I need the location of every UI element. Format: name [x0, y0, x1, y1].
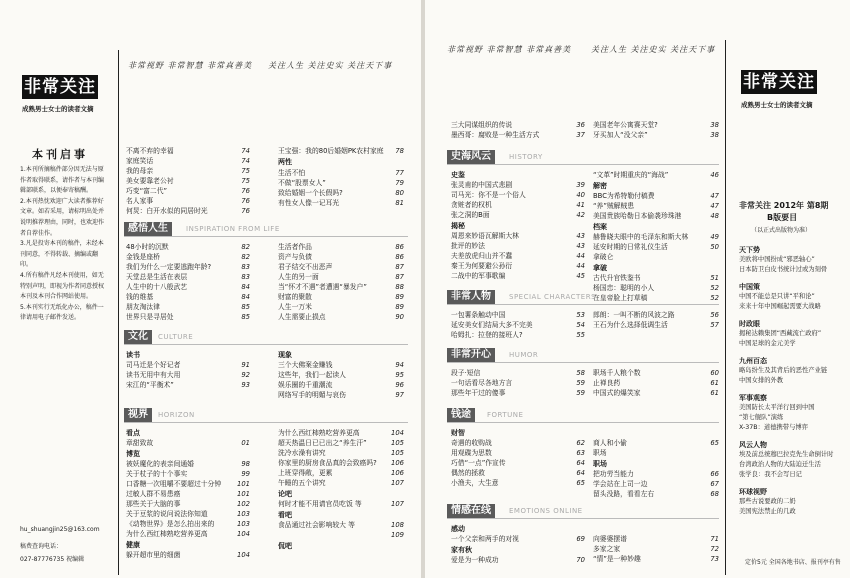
toc-row[interactable]: 口香糖一次咀嚼不要超过十分钟 101: [126, 480, 250, 488]
toc-row[interactable]: 为什么西红柿熟吃营养更高 104: [278, 429, 404, 437]
toc-row[interactable]: 一包薯条触动中国 53: [451, 311, 585, 319]
highlight-line[interactable]: 那些古说要政的二奶: [739, 498, 796, 505]
section-banner: [124, 408, 408, 423]
toc-row[interactable]: 三大同谋组织的传说 36: [451, 121, 585, 129]
section-title: 感悟人生: [124, 222, 172, 236]
toc-row[interactable]: 宋江的“平衡术” 93: [126, 381, 250, 389]
toc-row[interactable]: 巧借“一点”作宣传 64: [451, 459, 585, 467]
toc-label: 史鉴: [451, 171, 465, 179]
toc-row[interactable]: 过敏人群不易患癌 101: [126, 490, 250, 498]
toc-label: 健康: [126, 541, 140, 549]
toc-row[interactable]: 家庭笑话 74: [126, 157, 250, 165]
toc-row[interactable]: 109: [391, 531, 404, 539]
right-tagline-1: 非常视野 非常智慧 非常真善美: [447, 45, 572, 54]
toc-row[interactable]: 美女要靠老公衬 75: [126, 177, 250, 185]
section-title: 文化: [124, 330, 152, 344]
highlight-line[interactable]: 台湾政治人物的大陆迫迁生活: [739, 461, 821, 468]
toc-row[interactable]: BBC为希特勒付稿费 47: [593, 192, 719, 200]
section-title: 钱途: [447, 408, 475, 422]
toc-row[interactable]: 人生需要止损点 90: [278, 313, 404, 321]
toc-row[interactable]: 被妖魔化的表亲间通婚 98: [126, 460, 250, 468]
highlight-title: 九州百态: [739, 357, 767, 365]
toc-row[interactable]: “文革”时期重庆的“海战” 46: [593, 171, 719, 179]
toc-row[interactable]: 多家之家 72: [593, 545, 719, 553]
highlight-line[interactable]: X-37B：道德携带与博弈: [739, 424, 808, 431]
toc-row[interactable]: 王宝强：我的80后婚姻PK农村家庭 78: [278, 147, 404, 155]
toc-label: 拿破: [593, 264, 607, 272]
section-title: 非常开心: [447, 348, 495, 362]
toc-label: 读书: [126, 351, 140, 359]
section-en-title: EMOTIONS ONLINE: [509, 507, 583, 515]
highlight-line[interactable]: 美国防长太平洋行回到中国: [739, 404, 815, 411]
toc-row[interactable]: 夫差放虎归山并不蠢 44: [451, 252, 585, 260]
toc-row[interactable]: 巧变“富二代” 76: [126, 187, 250, 195]
contact-email-label: hu_shuangjin25@163.com: [20, 526, 100, 533]
toc-label: 看点: [126, 429, 140, 437]
toc-row[interactable]: 躲开超市里的细菌 104: [126, 551, 250, 559]
notice-para: 2.本刊热忱欢迎广大读者推荐好文章。如若采用，请标明出处并说明推荐理由，同时，也欢迎作者自荐佳作。: [20, 197, 105, 237]
toc-row[interactable]: 美国贵族哈勒日本偷袭珍珠港 48: [593, 212, 719, 220]
highlight-line[interactable]: 埃及前总统穆巴拉克先生命倒计时: [739, 451, 834, 458]
masthead-subtitle: 成熟男士女士的读者文摘: [741, 101, 813, 109]
section-en-title: INSPIRATION FROM LIFE: [186, 225, 280, 233]
toc-row[interactable]: 为什么西红柿熟吃营养更高 104: [126, 530, 250, 538]
notice-body: [20, 165, 108, 324]
toc-row[interactable]: 洗冷水澡有讲究 105: [278, 449, 404, 457]
issue-sub: B版要目: [767, 213, 798, 222]
section-title: 非常人物: [447, 290, 495, 304]
toc-label: 感动: [451, 525, 465, 533]
highlight-line[interactable]: 来来十年中国崛起需要大战略: [739, 303, 821, 310]
contact-phone: 027-87776735 祝编辑: [20, 556, 85, 563]
contact-phone-label: 稿费查询电话：: [20, 543, 63, 550]
toc-row[interactable]: 二战中的军事歌编 45: [451, 272, 585, 280]
toc-row[interactable]: 延安美女们结局大多不完美 54: [451, 321, 585, 329]
toc-row[interactable]: 48小时的沉默 82: [126, 243, 250, 251]
highlight-line[interactable]: 日本防卫白皮书统计过或为刻骨: [739, 266, 828, 273]
right-tagline-2: 关注人生 关注史实 关注天下事: [591, 45, 716, 54]
toc-row[interactable]: 名人家事 76: [126, 197, 250, 205]
toc-row[interactable]: 这些年，我们一起读人 95: [278, 371, 404, 379]
toc-label: 揭秘: [451, 222, 465, 230]
section-banner: [447, 504, 719, 519]
highlight-line[interactable]: 张学良：我不会写日记: [739, 471, 802, 478]
toc-row[interactable]: 娱乐圈的千重潮流 96: [278, 381, 404, 389]
toc-row[interactable]: 何时才能不用请官员吃饭 等 107: [278, 500, 404, 508]
left-divider: [118, 50, 119, 575]
toc-label: 侃吧: [278, 542, 292, 550]
issue-line: 非常关注 2012年 第8期: [739, 201, 829, 210]
toc-row[interactable]: 一个父亲和两手的对视 69: [451, 535, 585, 543]
highlight-line[interactable]: 中国足球的金元美学: [739, 340, 796, 347]
toc-label: 论吧: [278, 490, 292, 498]
toc-row[interactable]: 商人和小偷 65: [593, 439, 719, 447]
section-title: 视界: [124, 408, 152, 422]
notice-para: 5.本刊实行无纸化办公，稿件一律请用电子邮件发送。: [20, 303, 104, 322]
toc-row[interactable]: 秦王为何要避公孙衍 44: [451, 262, 585, 270]
toc-row[interactable]: 止禅良药 61: [593, 379, 719, 387]
left-tagline-2: 关注人生 关注史实 关注天下事: [268, 61, 393, 70]
highlight-line[interactable]: 中国不能总是只讲“平和论”: [739, 293, 815, 300]
toc-row[interactable]: 钱的维基 84: [126, 293, 250, 301]
section-en-title: HUMOR: [509, 351, 539, 359]
toc-row[interactable]: 一句话看尽各地方言 59: [451, 379, 585, 387]
toc-label: 看吧: [278, 511, 292, 519]
right-page: [425, 0, 850, 578]
toc-row[interactable]: 偶然的拯救 64: [451, 469, 585, 477]
highlight-line[interactable]: 揭秘达赖集团“西藏流亡政府”: [739, 330, 822, 337]
toc-row[interactable]: 君子结交不出恶声 87: [278, 263, 404, 271]
toc-row[interactable]: 郎朗：一叫不断的风波之路 56: [593, 311, 719, 319]
toc-row[interactable]: 学会站在上司一边 67: [593, 480, 719, 488]
toc-row[interactable]: 有性女人像一记耳光 81: [278, 199, 404, 207]
toc-row[interactable]: 哈姆扎：拉登的接班人? 55: [451, 331, 585, 339]
highlight-line[interactable]: “第七舰队”演练: [739, 414, 784, 421]
toc-row[interactable]: 三个大佛案金赚钱 94: [278, 361, 404, 369]
section-banner: [124, 222, 408, 237]
toc-row[interactable]: 那些年干过的傻事 59: [451, 389, 585, 397]
toc-row[interactable]: 那些关于大脑的事 102: [126, 500, 250, 508]
masthead-subtitle: 成熟男士女士的读者文摘: [22, 105, 94, 113]
toc-label: 家有秋: [451, 546, 472, 554]
toc-label: 现象: [278, 351, 292, 359]
toc-row[interactable]: 我的母亲 75: [126, 167, 250, 175]
toc-row[interactable]: 向婆婆摆谱 71: [593, 535, 719, 543]
toc-row[interactable]: 周恩来妙语瓦解斯大林 43: [451, 232, 585, 240]
toc-row[interactable]: “养”贼解贼患 47: [593, 202, 719, 210]
toc-label: 档案: [593, 223, 607, 231]
toc-row[interactable]: 天堂总是生活在表层 83: [126, 273, 250, 281]
toc-label: 博览: [126, 450, 140, 458]
toc-row[interactable]: 牙买加人“没父亲” 38: [593, 131, 719, 139]
toc-row[interactable]: 批评的妙法 43: [451, 242, 585, 250]
toc-row[interactable]: 赫鲁晓夫眼中的毛泽东和斯大林 49: [593, 233, 719, 241]
toc-row[interactable]: 何炅：白开水似的同居时光 76: [126, 207, 250, 215]
toc-row[interactable]: 司马迁是个好记者 91: [126, 361, 250, 369]
highlight-line[interactable]: 美国宪法禁止的几政: [739, 508, 796, 515]
highlight-title: 中国策: [739, 283, 760, 291]
toc-row[interactable]: 用观碟为思数 63: [451, 449, 585, 457]
toc-row[interactable]: 把功劳当能力 66: [593, 470, 719, 478]
toc-row[interactable]: 古代升官铁鉴书 51: [593, 274, 719, 282]
highlight-title: 风云人物: [739, 441, 767, 449]
toc-row[interactable]: 贪赃者的权机 41: [451, 201, 585, 209]
toc-row[interactable]: 人生一万米 89: [278, 303, 404, 311]
section-banner: [447, 348, 719, 363]
toc-row[interactable]: 小渔夫，大生意 65: [451, 479, 585, 487]
toc-row[interactable]: 《动物世界》是怎么拍出来的 103: [126, 520, 250, 528]
toc-label: 解密: [593, 182, 607, 190]
right-divider: [725, 40, 726, 575]
toc-row[interactable]: 食品通过社会影响较大 等 108: [278, 521, 404, 529]
toc-row[interactable]: “情”是一种妙趣 73: [593, 555, 719, 563]
toc-row[interactable]: 生活不怕 77: [278, 169, 404, 177]
price-line: 定价5元 全国各地书店、报刊亭有售: [745, 559, 841, 566]
toc-row[interactable]: 生活者作品 86: [278, 243, 404, 251]
toc-row[interactable]: 不离不弃的幸福 74: [126, 147, 250, 155]
toc-row[interactable]: 上班穿得敞，更累 106: [278, 469, 404, 477]
highlight-line[interactable]: 美欧将中国扮成“邪恶轴心”: [739, 256, 815, 263]
toc-row[interactable]: 关于豆浆的说问说法你知道 103: [126, 510, 250, 518]
toc-row[interactable]: 张灵甫的中国式悲剧 39: [451, 181, 585, 189]
toc-row[interactable]: 王石为什么选择低调生活 57: [593, 321, 719, 329]
toc-row[interactable]: 财富的聚散 89: [278, 293, 404, 301]
left-page: [0, 0, 421, 578]
toc-row[interactable]: 职场: [593, 449, 607, 457]
toc-row[interactable]: 职场千人粮个数 60: [593, 369, 719, 377]
highlight-title: 环球视野: [739, 488, 767, 496]
section-title: 情感在线: [447, 504, 495, 518]
toc-row[interactable]: 读书无用中有大用 92: [126, 371, 250, 379]
section-banner: [447, 408, 719, 423]
highlight-line[interactable]: 中国女排的外教: [739, 377, 784, 384]
toc-row[interactable]: 人生中的十八般武艺 84: [126, 283, 250, 291]
toc-row[interactable]: 当“怀才不遇”者遭遇“暴发户” 88: [278, 283, 404, 291]
toc-row[interactable]: 网络写手的明媚与哀伤 97: [278, 391, 404, 399]
highlight-title: 时政眼: [739, 320, 760, 328]
toc-row[interactable]: 奇遇的收购战 62: [451, 439, 585, 447]
notice-para: 1.本刊所摘稿件部分因无法与原作者取得联系，请作者与本刊编辑部联系，以便奉寄稿酬。: [20, 166, 105, 195]
highlight-line[interactable]: 略岛纷生及其背后的恶性产业链: [739, 367, 828, 374]
section-banner: [124, 330, 408, 345]
section-en-title: SPECIAL CHARACTERS: [509, 293, 597, 301]
toc-row[interactable]: 杨国忠：聪明的小人 52: [593, 284, 719, 292]
toc-row[interactable]: 张之洞的B面 42: [451, 211, 585, 219]
toc-row[interactable]: 爱是为一种成功 70: [451, 556, 585, 564]
toc-label: 财智: [451, 429, 465, 437]
toc-row[interactable]: 关于杖子的十个事实 99: [126, 470, 250, 478]
toc-row[interactable]: 拿破仑: [593, 253, 614, 261]
left-tagline-1: 非常视野 非常智慧 非常真善美: [128, 61, 253, 70]
toc-row[interactable]: 段子·短信 58: [451, 369, 585, 377]
toc-row[interactable]: 午睡的五个讲究 107: [278, 479, 404, 487]
toc-row[interactable]: 美国老年公寓赛天堂? 38: [593, 121, 719, 129]
toc-row[interactable]: 世界只是寻居处 85: [126, 313, 250, 321]
toc-row[interactable]: 人生的另一面 87: [278, 273, 404, 281]
toc-label: 两性: [278, 158, 292, 166]
masthead-logo: 非常关注: [24, 77, 96, 97]
toc-row[interactable]: 司马光：你不是一个俗人 40: [451, 191, 585, 199]
notice-para: 4.所有稿件凡经本刊使用，如无特别声明，即视为作者同意授权本刊及本刊合作网站使用。: [20, 271, 105, 301]
toc-row[interactable]: 章甜致故 01: [126, 439, 250, 447]
notice-title: 本刊启事: [32, 148, 88, 161]
section-title: 史海风云: [447, 150, 495, 164]
toc-row[interactable]: 墨西哥：腐败是一种生活方式 37: [451, 131, 585, 139]
toc-row[interactable]: 我们为什么一定要逃跑年龄? 83: [126, 263, 250, 271]
toc-row[interactable]: 朋友淘汰律 85: [126, 303, 250, 311]
toc-row[interactable]: 延安时期的日常礼仪生活 50: [593, 243, 719, 251]
section-banner: [447, 290, 719, 305]
toc-row[interactable]: 超天热温日已已出之“养生汗” 105: [278, 439, 404, 447]
highlight-title: 天下势: [739, 246, 760, 254]
highlight-title: 军事观察: [739, 394, 767, 402]
masthead-logo: 非常关注: [743, 72, 815, 92]
issue-note: （以正式出版物为准）: [751, 227, 812, 234]
toc-row[interactable]: 留头没路，看看左右 68: [593, 490, 719, 498]
toc-row[interactable]: 金钱是座桥 82: [126, 253, 250, 261]
toc-row[interactable]: 资产与负债 86: [278, 253, 404, 261]
section-en-title: HISTORY: [509, 153, 543, 161]
toc-row[interactable]: 在皇帝脸上打草稿 52: [593, 294, 719, 302]
toc-row[interactable]: 你家里的厨房食品真的会致癌吗? 106: [278, 459, 404, 467]
notice-para: 3.凡是投寄本刊的稿件，未经本刊同意，不得转载、摘编或翻印。: [20, 240, 104, 269]
section-en-title: HORIZON: [158, 411, 195, 419]
toc-label: 职场: [593, 460, 607, 468]
section-en-title: CULTURE: [158, 333, 194, 341]
section-banner: [447, 150, 719, 165]
toc-row[interactable]: 致给婚姻一个长假吗? 80: [278, 189, 404, 197]
toc-row[interactable]: 中国式的爆笑家 61: [593, 389, 719, 397]
section-en-title: FORTUNE: [487, 411, 524, 419]
toc-row[interactable]: 不做“股票女人” 79: [278, 179, 404, 187]
